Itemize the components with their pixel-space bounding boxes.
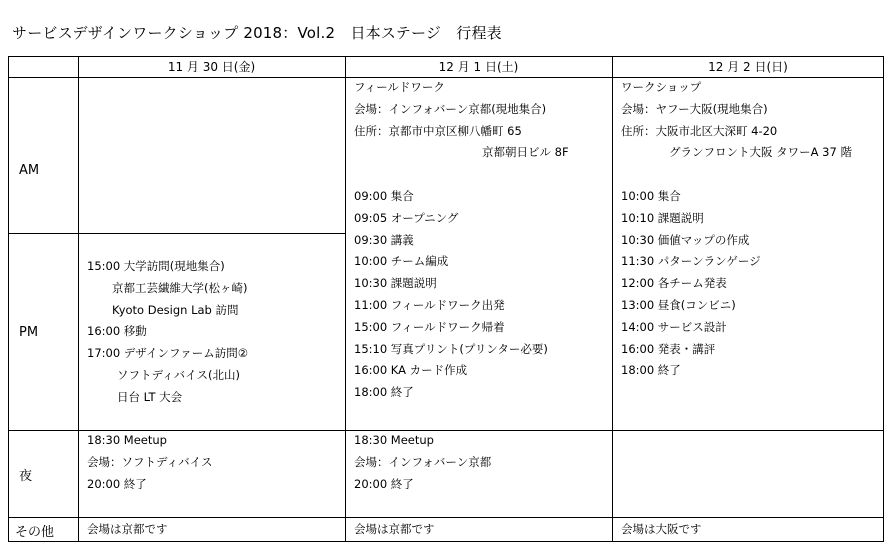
schedule-line: ソフトディバイス(北山) [117, 367, 240, 382]
row-label-night: 夜 [19, 469, 33, 484]
header-day1: 11 月 30 日(金) [167, 60, 256, 74]
document-title: サービスデザインワークショップ 2018：Vol.2 日本ステージ 行程表 [12, 24, 502, 42]
day3-other-note: 会場は大阪です [621, 522, 702, 536]
schedule-line: 15:00 大学訪問(現地集合) [87, 259, 225, 273]
schedule-line: 09:30 講義 [354, 232, 414, 247]
schedule-line: フィールドワーク [354, 80, 445, 94]
schedule-line: 11:30 パターンランゲージ [621, 254, 761, 269]
schedule-line: 11:00 フィールドワーク出発 [354, 297, 505, 312]
schedule-line: 20:00 終了 [87, 476, 147, 491]
schedule-line: 会場：インフォバーン京都(現地集合) [354, 101, 547, 116]
day2-other-note: 会場は京都です [354, 522, 435, 536]
schedule-line: 18:30 Meetup [87, 433, 167, 447]
schedule-line: 16:00 移動 [87, 324, 147, 339]
schedule-line: 16:00 発表・講評 [621, 341, 716, 356]
schedule-line: 18:30 Meetup [354, 433, 434, 447]
column-divider [345, 57, 346, 541]
schedule-line: 09:05 オープニング [354, 210, 459, 225]
schedule-line: 17:00 デザインファーム訪問② [87, 346, 249, 361]
schedule-line: ワークショップ [621, 80, 702, 94]
schedule-line: 13:00 昼食(コンビニ) [621, 297, 736, 312]
schedule-line: 15:00 フィールドワーク帰着 [354, 319, 505, 334]
schedule-line: 10:00 チーム編成 [354, 254, 449, 269]
header-day3: 12 月 2 日(日) [708, 60, 788, 74]
day1-night-schedule [87, 430, 212, 495]
schedule-line: 日台 LT 大会 [117, 389, 183, 404]
schedule-line: 18:00 終了 [621, 363, 681, 378]
schedule-line: 12:00 各チーム発表 [621, 276, 727, 291]
schedule-line: 会場：ソフトディバイス [87, 454, 213, 469]
schedule-line: Kyoto Design Lab 訪問 [112, 302, 239, 317]
schedule-line: 10:00 集合 [621, 188, 681, 203]
row-label-other: その他 [15, 525, 55, 540]
schedule-line: 住所：京都市中京区柳八幡町 65 [354, 123, 522, 138]
schedule-line: 18:00 終了 [354, 385, 414, 400]
schedule-line: 会場：ヤフー大阪(現地集合) [621, 101, 768, 116]
schedule-line: 10:10 課題説明 [621, 210, 704, 225]
column-divider [78, 57, 79, 541]
row-label-pm: PM [19, 325, 39, 340]
schedule-line: 09:00 集合 [354, 188, 414, 203]
schedule-line: グランフロント大阪 タワーA 37 階 [669, 145, 852, 160]
day3-schedule [621, 77, 852, 382]
day2-schedule [354, 77, 569, 404]
schedule-line: 14:00 サービス設計 [621, 319, 727, 334]
day1-other-note: 会場は京都です [87, 522, 168, 536]
schedule-line: 会場：インフォバーン京都 [354, 454, 492, 469]
schedule-line: 京都工芸繊維大学(松ヶ崎) [112, 280, 248, 295]
schedule-line [354, 164, 569, 186]
schedule-line: 京都朝日ビル 8F [482, 145, 569, 160]
schedule-line: 10:30 課題説明 [354, 276, 437, 291]
schedule-line: 住所：大阪市北区大深町 4-20 [621, 123, 778, 138]
column-divider [612, 57, 613, 541]
header-day2: 12 月 1 日(土) [438, 60, 519, 74]
schedule-line [621, 164, 852, 186]
day1-pm-schedule [87, 256, 248, 409]
day2-night-schedule [354, 430, 491, 495]
schedule-line: 16:00 KA カード作成 [354, 363, 468, 378]
schedule-line: 20:00 終了 [354, 476, 414, 491]
schedule-table [8, 56, 884, 542]
am-pm-divider [9, 233, 345, 234]
schedule-line: 15:10 写真プリント(プリンター必要) [354, 341, 548, 356]
row-label-am: AM [19, 163, 40, 178]
schedule-line: 10:30 価値マップの作成 [621, 232, 750, 247]
